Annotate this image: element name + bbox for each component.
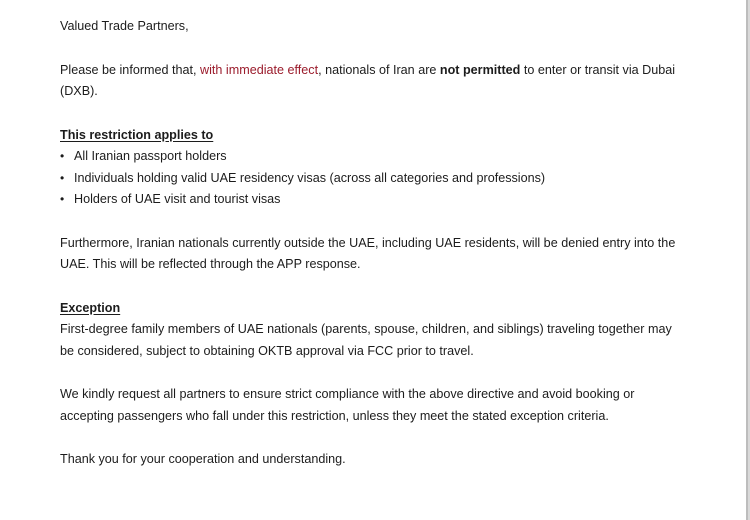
request-paragraph: We kindly request all partners to ensure strict compliance with the above directive and avoid booking or accepting passengers who fall under this restriction, unless they meet the stated exception criteria. [60,387,635,423]
intro-text-1: Please be informed that, [60,62,201,77]
salutation: Valued Trade Partners, [60,19,189,33]
restriction-item: • Holders of UAE visit and tourist visas [60,189,680,211]
restriction-item: • Individuals holding valid UAE residency visas (across all categories and professions) [60,168,680,190]
intro-text-2: , nationals of Iran are [318,62,440,77]
not-permitted-bold: not permitted [439,62,521,77]
intro-text-3: to enter or transit via Dubai (DXB). [60,62,676,98]
restriction-heading: This restriction applies to [60,127,214,142]
intro-paragraph [60,60,680,103]
exception-paragraph: First-degree family members of UAE nationals (parents, spouse, children, and siblings) traveling together may be considered, subject to obtaining OKTB approval via FCC prior to travel. [60,322,672,358]
restriction-item: • All Iranian passport holders [60,146,680,168]
letter-body [60,16,680,471]
exception-heading: Exception [60,300,121,315]
furthermore-paragraph: Furthermore, Iranian nationals currently outside the UAE, including UAE residents, will be denied entry into the UAE. This will be reflected through the APP response. [60,235,676,271]
closing-line: Thank you for your cooperation and understanding. [60,452,346,466]
immediate-effect-highlight: with immediate effect [200,62,319,77]
restriction-list [60,146,680,211]
